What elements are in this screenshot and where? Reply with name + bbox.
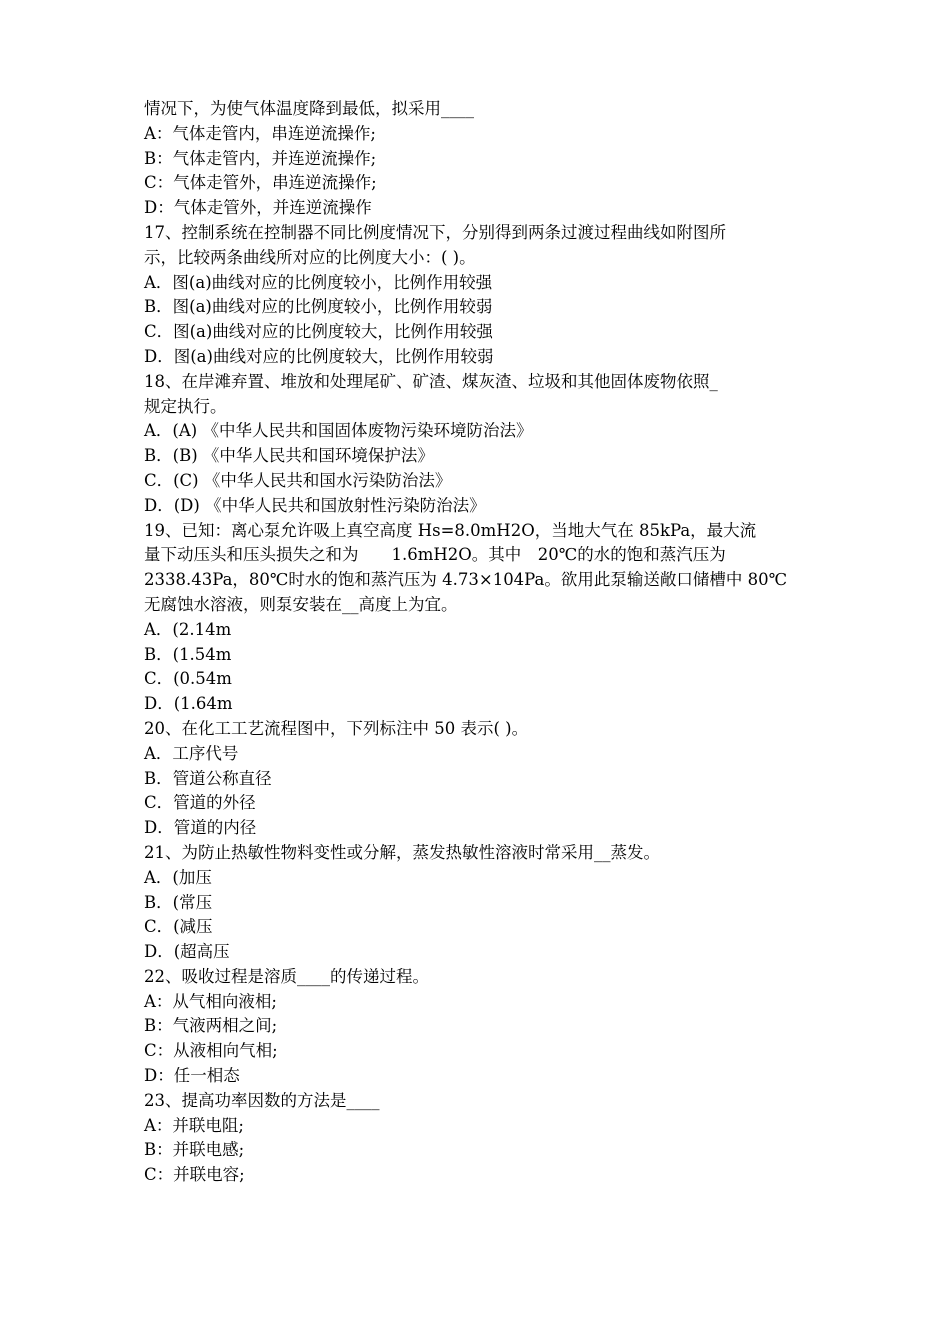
text-line: C．(0.54m [144, 669, 232, 689]
text-line: D．(D) 《中华人民共和国放射性污染防治法》 [144, 495, 486, 515]
text-line: A．(2.14m [144, 619, 232, 639]
text-line: 19、已知：离心泵允许吸上真空高度 Hs=8.0mH2O，当地大气在 85kPa，最大流 [144, 520, 757, 540]
text-line: D：任一相态 [144, 1066, 240, 1086]
text-line: 示，比较两条曲线所对应的比例度大小：( )。 [144, 247, 476, 267]
text-line: C：从液相向气相; [144, 1041, 278, 1061]
text-line: D．图(a)曲线对应的比例度较大，比例作用较弱 [144, 346, 494, 366]
text-line: D．管道的内径 [144, 818, 257, 838]
text-line: B．管道公称直径 [144, 768, 272, 788]
text-line: 17、控制系统在控制器不同比例度情况下，分别得到两条过渡过程曲线如附图所 [144, 222, 726, 242]
text-line: A．(A) 《中华人民共和国固体废物污染环境防治法》 [144, 421, 533, 441]
text-line: 23、提高功率因数的方法是____ [144, 1090, 380, 1110]
text-line: 规定执行。 [144, 396, 227, 416]
text-line: A：气体走管内，串连逆流操作; [144, 123, 376, 143]
text-line: A：并联电阻; [144, 1115, 244, 1135]
text-line: C．图(a)曲线对应的比例度较大，比例作用较强 [144, 322, 493, 342]
text-line: B．(1.54m [144, 644, 232, 664]
text-line: A：从气相向液相; [144, 991, 277, 1011]
text-line: C．(C) 《中华人民共和国水污染防治法》 [144, 470, 452, 490]
text-line: C．(减压 [144, 917, 213, 937]
text-line: 18、在岸滩弃置、堆放和处理尾矿、矿渣、煤灰渣、垃圾和其他固体废物依照_ [144, 371, 718, 391]
text-line: A．(加压 [144, 867, 212, 887]
text-line: B：并联电感; [144, 1140, 245, 1160]
text-line: 2338.43Pa，80℃时水的饱和蒸汽压为 4.73×104Pa。欲用此泵输送敞口储槽中 80℃ [144, 570, 788, 590]
text-line: D．(1.64m [144, 694, 233, 714]
text-line: 22、吸收过程是溶质____的传递过程。 [144, 966, 429, 986]
text-line: C．管道的外径 [144, 793, 256, 813]
text-line: 无腐蚀水溶液，则泵安装在__高度上为宜。 [144, 594, 458, 614]
text-line: C：并联电容; [144, 1165, 245, 1185]
text-line: A．工序代号 [144, 743, 239, 763]
text-line: 情况下，为使气体温度降到最低，拟采用____ [144, 99, 474, 118]
text-line: B：气体走管内，并连逆流操作; [144, 148, 377, 168]
text-line: B：气液两相之间; [144, 1016, 278, 1036]
text-line: B．图(a)曲线对应的比例度较小，比例作用较弱 [144, 297, 493, 317]
document-body [144, 97, 834, 1188]
text-line: A．图(a)曲线对应的比例度较小，比例作用较强 [144, 272, 493, 292]
text-line: 量下动压头和压头损失之和为 1.6mH2O。其中 20℃的水的饱和蒸汽压为 [144, 545, 726, 565]
text-line: 21、为防止热敏性物料变性或分解，蒸发热敏性溶液时常采用__蒸发。 [144, 842, 660, 862]
text-line: B．(常压 [144, 892, 213, 912]
text-line: D．(超高压 [144, 942, 230, 962]
text-line: C：气体走管外，串连逆流操作; [144, 173, 377, 193]
text-line: 20、在化工工艺流程图中，下列标注中 50 表示( )。 [144, 718, 529, 738]
text-line: D：气体走管外，并连逆流操作 [144, 198, 372, 218]
text-line: B．(B) 《中华人民共和国环境保护法》 [144, 446, 434, 466]
